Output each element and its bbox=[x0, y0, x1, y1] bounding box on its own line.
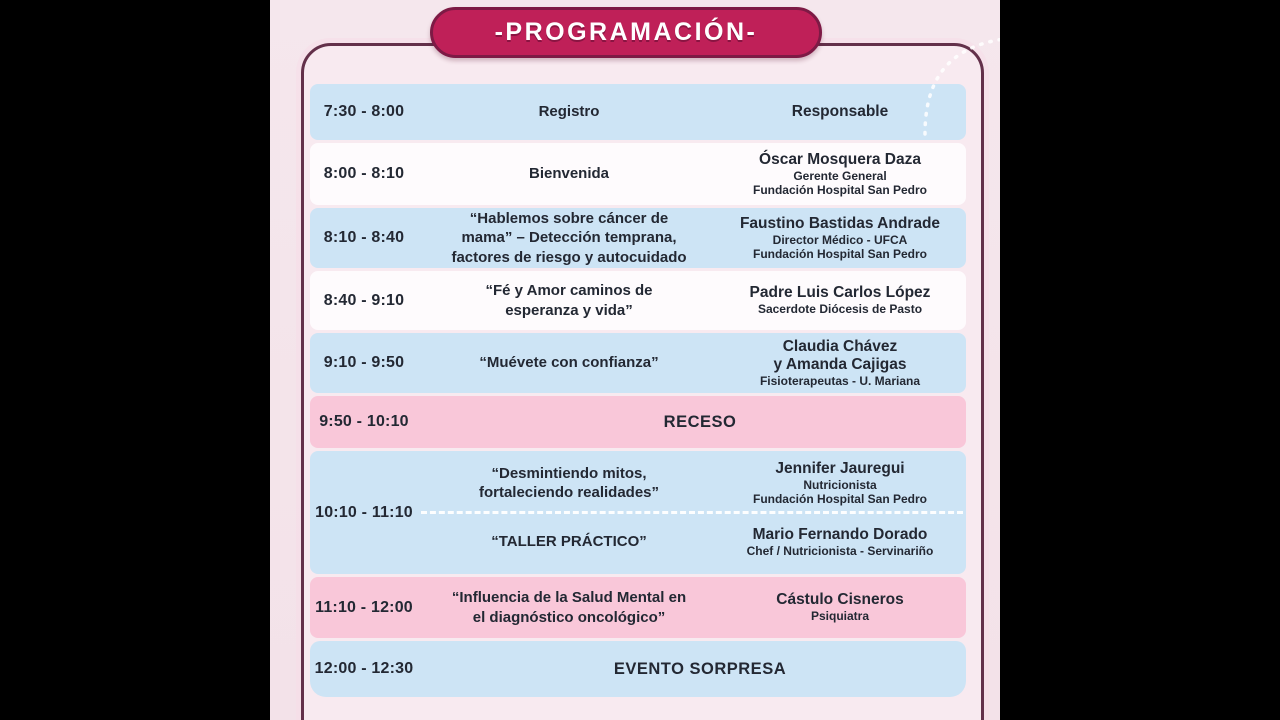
activity-line: “Desmintiendo mitos, bbox=[491, 464, 647, 482]
table-row bbox=[310, 143, 966, 205]
responsible-role: Gerente General bbox=[793, 168, 887, 183]
responsible-cell bbox=[720, 338, 966, 389]
responsible-name: Claudia Chávez bbox=[782, 337, 898, 355]
responsible-role: Nutricionista bbox=[803, 477, 877, 492]
responsible-role: Director Médico - UFCA bbox=[772, 232, 908, 247]
activity-cell bbox=[418, 464, 720, 503]
time-cell bbox=[310, 165, 418, 183]
split-section bbox=[418, 451, 966, 574]
table-row bbox=[310, 577, 966, 638]
time-cell bbox=[310, 103, 418, 121]
banner-label: EVENTO SORPRESA bbox=[613, 659, 787, 678]
responsible-name: Mario Fernando Dorado bbox=[752, 525, 928, 543]
responsible-name: y Amanda Cajigas bbox=[773, 355, 907, 373]
time-cell bbox=[310, 354, 418, 372]
activity-line: Bienvenida bbox=[528, 165, 610, 183]
activity-line: “Muévete con confianza” bbox=[479, 354, 659, 372]
activity-cell bbox=[418, 281, 720, 320]
responsible-cell bbox=[720, 284, 966, 317]
time-range: 8:00 - 8:10 bbox=[323, 165, 405, 182]
table-row bbox=[310, 271, 966, 330]
responsible-name: Faustino Bastidas Andrade bbox=[739, 214, 941, 232]
activity-line: “Hablemos sobre cáncer de bbox=[469, 209, 669, 227]
table-row bbox=[310, 451, 966, 574]
activity-line: fortaleciendo realidades” bbox=[478, 484, 660, 501]
time-range: 8:10 - 8:40 bbox=[323, 229, 405, 246]
responsible-name: Jennifer Jauregui bbox=[775, 459, 905, 477]
activity-line: factores de riesgo y autocuidado bbox=[451, 248, 687, 266]
activity-cell bbox=[418, 532, 720, 552]
responsible-role: Fisioterapeutas - U. Mariana bbox=[759, 373, 921, 388]
time-range: 8:40 - 9:10 bbox=[323, 291, 405, 309]
responsible-cell bbox=[720, 460, 966, 507]
responsible-role: Fundación Hospital San Pedro bbox=[752, 492, 928, 506]
activity-cell bbox=[418, 209, 720, 268]
activity-line: “Influencia de la Salud Mental en bbox=[451, 589, 687, 606]
table-row bbox=[310, 333, 966, 393]
responsible-name: Padre Luis Carlos López bbox=[749, 284, 931, 302]
responsible-role: Chef / Nutricionista - Servinariño bbox=[746, 543, 934, 558]
responsible-role: Psiquiatra bbox=[810, 609, 870, 624]
time-cell bbox=[310, 413, 418, 431]
time-range: 9:10 - 9:50 bbox=[323, 354, 405, 371]
responsible-cell bbox=[720, 526, 966, 559]
time-range: 12:00 - 12:30 bbox=[314, 660, 414, 677]
sub-row bbox=[418, 514, 966, 570]
activity-cell bbox=[418, 353, 720, 373]
activity-cell bbox=[418, 102, 720, 122]
table-row bbox=[310, 84, 966, 140]
responsible-cell bbox=[720, 215, 966, 262]
responsible-cell bbox=[720, 151, 966, 198]
video-frame bbox=[270, 0, 1000, 720]
activity-line: el diagnóstico oncológico” bbox=[472, 608, 666, 626]
schedule-rows bbox=[310, 84, 966, 697]
responsible-role: Sacerdote Diócesis de Pasto bbox=[757, 302, 923, 317]
responsible-role: Fundación Hospital San Pedro bbox=[752, 183, 928, 197]
responsible-name: Óscar Mosquera Daza bbox=[759, 150, 921, 168]
table-row bbox=[310, 641, 966, 697]
activity-line: mama” – Detección temprana, bbox=[461, 229, 677, 247]
title-banner bbox=[430, 7, 822, 58]
banner-label: RECESO bbox=[663, 412, 737, 431]
responsible-name: Cástulo Cisneros bbox=[776, 591, 904, 609]
time-cell bbox=[310, 504, 418, 522]
responsible-cell bbox=[720, 591, 966, 624]
time-range: 11:10 - 12:00 bbox=[315, 598, 413, 616]
time-cell bbox=[310, 660, 418, 678]
responsible-cell bbox=[720, 103, 966, 121]
time-cell bbox=[310, 229, 418, 247]
time-cell bbox=[310, 292, 418, 310]
sub-row bbox=[418, 455, 966, 511]
table-row bbox=[310, 208, 966, 268]
activity-cell bbox=[418, 164, 720, 184]
time-range: 9:50 - 10:10 bbox=[319, 413, 409, 430]
responsible-name: Responsable bbox=[791, 103, 889, 120]
time-cell bbox=[310, 599, 418, 617]
activity-cell bbox=[418, 588, 720, 627]
time-range: 10:10 - 11:10 bbox=[315, 503, 413, 521]
activity-line: “Fé y Amor caminos de bbox=[485, 282, 653, 299]
table-row bbox=[310, 396, 966, 448]
activity-line: esperanza y vida” bbox=[505, 301, 633, 319]
responsible-role: Fundación Hospital San Pedro bbox=[752, 247, 928, 261]
activity-line: “TALLER PRÁCTICO” bbox=[491, 533, 647, 551]
activity-line: Registro bbox=[538, 103, 600, 121]
page-title: -PROGRAMACIÓN- bbox=[494, 18, 758, 46]
time-range: 7:30 - 8:00 bbox=[323, 103, 405, 120]
